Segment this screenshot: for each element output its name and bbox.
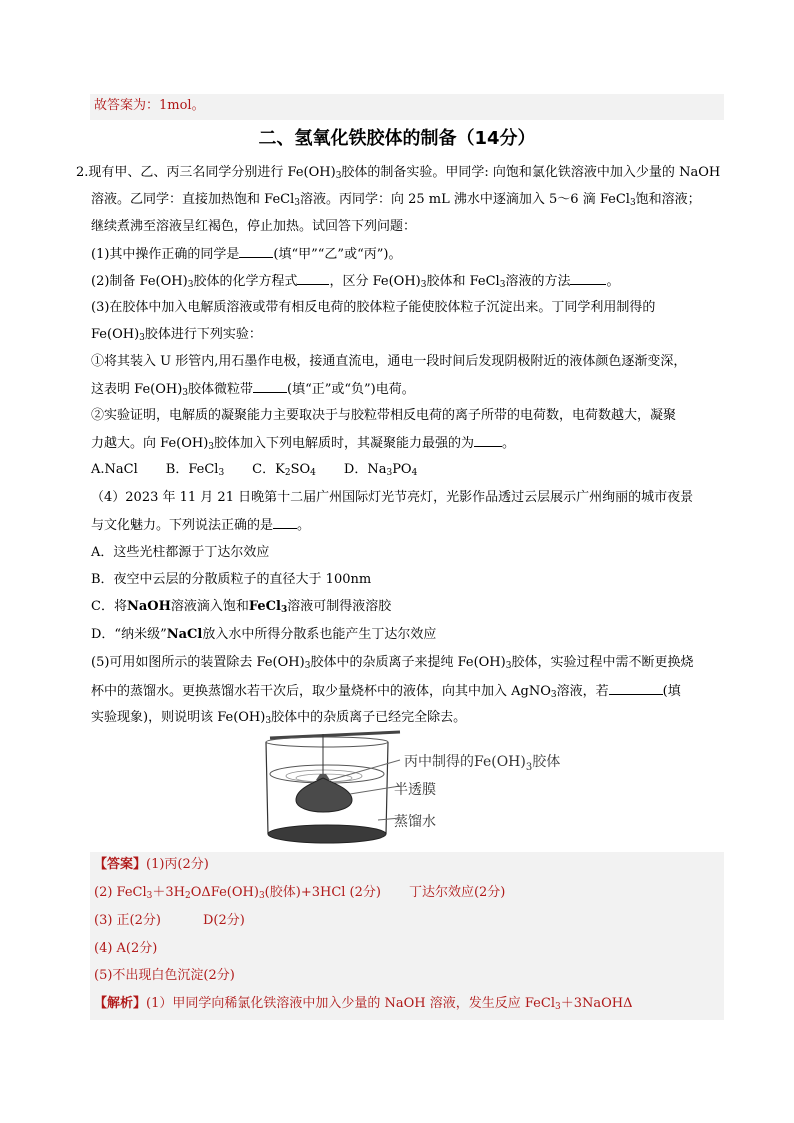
answer-5: (5)不出现白色沉淀(2分) bbox=[94, 968, 235, 983]
question-intro-1: 2.现有甲、乙、丙三名同学分别进行 $Fe(OH)_3$胶体的制备实验。甲同学: 向饱和氯化铁溶液中加入少量的 NaOH bbox=[76, 165, 721, 181]
dialysis-apparatus-figure bbox=[260, 728, 600, 852]
question-3-line-1: (3)在胶体中加入电解质溶液或带有相反电荷的胶体粒子能使胶体粒子沉淀出来。丁同学利用制得的 bbox=[91, 300, 656, 315]
question-3-part-2-line-2: 力越大。向 $Fe(OH)_3$胶体加入下列电解质时，其凝聚能力最强的为 。 bbox=[91, 436, 516, 452]
question-4-line-1: （4）2023 年 11 月 21 日晚第十二届广州国际灯光节亮灯，光影作品透过云层展示广州绚丽的城市夜景 bbox=[91, 490, 694, 505]
label-distilled-water: 蒸馏水 bbox=[394, 814, 436, 830]
question-4-option-a: A．这些光柱都源于丁达尔效应 bbox=[91, 545, 270, 560]
section-title: 二、氢氧化铁胶体的制备（14分） bbox=[258, 128, 536, 149]
answer-blank bbox=[239, 245, 273, 258]
question-intro-3: 继续煮沸至溶液呈红褐色，停止加热。试回答下列问题： bbox=[91, 219, 417, 234]
leader-line-membrane bbox=[350, 786, 400, 794]
answer-blank bbox=[273, 516, 297, 529]
question-5-line-3: 实验现象)，则说明该 $Fe(OH)_3$胶体中的杂质离子已经完全除去。 bbox=[91, 710, 467, 726]
analysis-tag: 【解析】 bbox=[94, 996, 147, 1011]
heat-delta-symbol: Δ bbox=[623, 996, 633, 1011]
question-5-line-1: (5)可用如图所示的装置除去 $Fe(OH)_3$胶体中的杂质离子来提纯 $Fe(OH)_3$胶体，实验过程中需不断更换烧 bbox=[91, 655, 694, 671]
answer-blank bbox=[297, 272, 329, 285]
prev-answer: 故答案为：1mol。 bbox=[94, 98, 205, 113]
question-1: (1)其中操作正确的同学是 (填“甲”“乙”或“丙”)。 bbox=[91, 247, 402, 262]
question-4-line-2: 与文化魅力。下列说法正确的是 。 bbox=[91, 518, 311, 533]
question-3-line-2: $Fe(OH)_3$胶体进行下列实验： bbox=[91, 327, 262, 343]
question-intro-2: 溶液。乙同学：直接加热饱和 FeCl$_3$溶液。丙同学：向 25 mL 沸水中逐滴加入 5～6 滴 FeCl$_3$饱和溶液； bbox=[91, 192, 701, 208]
answer-blank bbox=[609, 682, 663, 695]
question-5-line-2: 杯中的蒸馏水。更换蒸馏水若干次后，取少量烧杯中的液体，向其中加入 AgNO$_3$溶液，若 (填 bbox=[91, 684, 681, 700]
answer-blank bbox=[474, 434, 502, 447]
question-3-part-1-line-1: ①将其装入 U 形管内,用石墨作电极，接通直流电，通电一段时间后发现阴极附近的液体颜色逐渐变深， bbox=[91, 354, 687, 369]
answer-3: (3) 正(2分) D(2分) bbox=[94, 913, 245, 928]
label-membrane: 半透膜 bbox=[394, 782, 436, 798]
question-3-part-2-line-1: ②实验证明，电解质的凝聚能力主要取决于与胶粒带相反电荷的离子所带的电荷数，电荷数越大，凝聚 bbox=[91, 408, 677, 423]
question-2: (2)制备 $Fe(OH)_3$胶体的化学方程式 ，区分 $Fe(OH)_3$胶体和 FeCl$_3$溶液的方法 。 bbox=[91, 274, 620, 290]
question-4-option-c: C．将NaOH溶液滴入饱和FeCl$_3$溶液可制得液溶胶 bbox=[91, 599, 392, 615]
question-3-options: A.NaCl B．FeCl$_3$ C．$K_2SO_4$ D．$Na_3PO_4$ bbox=[91, 462, 418, 478]
label-colloid: 丙中制得的$Fe(OH)_3$胶体 bbox=[404, 754, 561, 773]
answer-blank bbox=[253, 380, 287, 393]
leader-line-colloid bbox=[330, 760, 400, 780]
heat-delta-symbol: Δ bbox=[201, 885, 211, 900]
answer-1: 【答案】(1)丙(2分) bbox=[94, 857, 209, 872]
question-4-option-d: D．“纳米级”NaCl放入水中所得分散系也能产生丁达尔效应 bbox=[91, 627, 437, 642]
analysis-line-1: 【解析】(1）甲同学向稀氯化铁溶液中加入少量的 NaOH 溶液，发生反应 FeCl$_3$＋3NaOHΔ bbox=[94, 996, 633, 1012]
answer-2: (2) $FeCl_3+3H_2O\Delta Fe(OH)_3$(胶体)+3HCl (2分) 丁达尔效应(2分) bbox=[94, 885, 506, 901]
question-3-part-1-line-2: 这表明 $Fe(OH)_3$胶体微粒带 (填“正”或“负”)电荷。 bbox=[91, 382, 415, 398]
answer-tag: 【答案】 bbox=[94, 857, 147, 872]
answer-4: (4) A(2分) bbox=[94, 941, 158, 956]
answer-blank bbox=[570, 272, 606, 285]
question-4-option-b: B．夜空中云层的分散质粒子的直径大于 100nm bbox=[91, 572, 372, 587]
